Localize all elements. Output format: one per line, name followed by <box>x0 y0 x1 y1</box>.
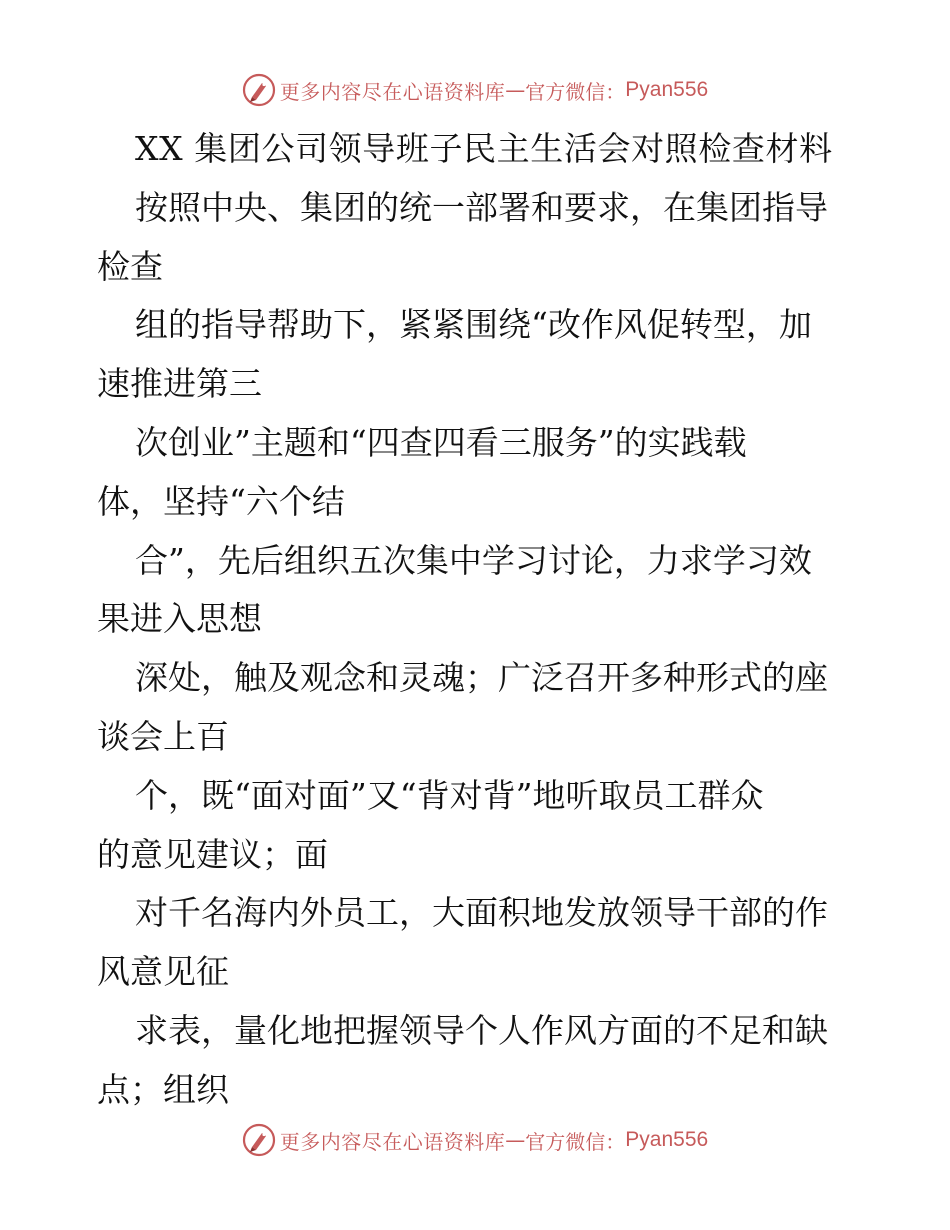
body-line: 体，坚持“六个结 <box>97 481 345 521</box>
body-line: 果进入思想 <box>97 599 262 639</box>
banner-text: 更多内容尽在心语资料库 <box>279 1129 506 1154</box>
banner-wechat-label: 官方微信： <box>525 1129 626 1154</box>
body-line: 的意见建议；面 <box>97 834 328 874</box>
body-line: 合”，先后组织五次集中学习讨论，力求学习效 <box>135 540 812 580</box>
banner-separator: — <box>505 1128 526 1152</box>
body-line: 个，既“面对面”又“背对背”地听取员工群众 <box>135 775 764 815</box>
body-line: 速推进第三 <box>97 364 262 404</box>
body-line: 检查 <box>97 246 163 286</box>
body-line: 次创业”主题和“四查四看三服务”的实践载 <box>135 422 747 462</box>
body-line: 按照中央、集团的统一部署和要求，在集团指导 <box>135 187 828 227</box>
body-line: 谈会上百 <box>97 716 229 756</box>
banner-text: 更多内容尽在心语资料库 <box>279 79 506 104</box>
body-line: 求表，量化地把握领导个人作风方面的不足和缺 <box>135 1010 828 1050</box>
body-line: 对千名海内外员工，大面积地发放领导干部的作 <box>135 893 828 933</box>
pen-logo-icon <box>242 1123 276 1157</box>
footer-banner <box>0 1120 950 1160</box>
banner-wechat-id: Pyan556 <box>625 1128 709 1151</box>
header-banner <box>0 70 950 110</box>
body-line: 深处，触及观念和灵魂；广泛召开多种形式的座 <box>135 658 828 698</box>
document-body <box>97 120 857 1120</box>
body-line: 风意见征 <box>97 952 229 992</box>
body-line: 组的指导帮助下，紧紧围绕“改作风促转型，加 <box>135 305 812 345</box>
banner-separator: — <box>505 78 526 102</box>
document-title: XX 集团公司领导班子民主生活会对照检查材料 <box>135 129 833 168</box>
banner-wechat-id: Pyan556 <box>625 78 709 101</box>
pen-logo-icon <box>242 73 276 107</box>
body-line: 点；组织 <box>97 1069 229 1109</box>
banner-wechat-label: 官方微信： <box>525 79 626 104</box>
